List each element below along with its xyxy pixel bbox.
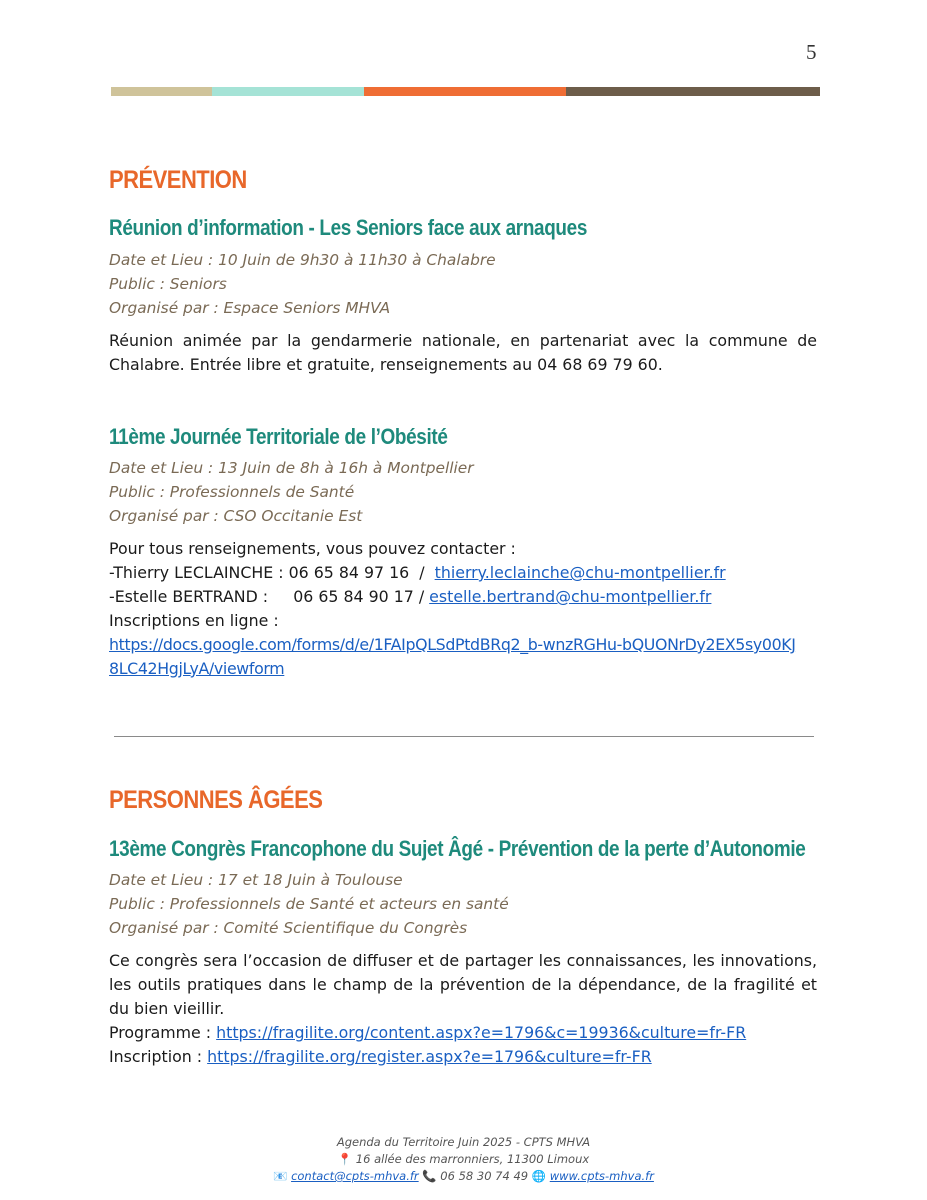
programme-line: [109, 1021, 817, 1045]
programme-link[interactable]: https://fragilite.org/content.aspx?e=1796&c=19936&culture=fr-FR: [216, 1023, 747, 1042]
color-bar-segment-beige: [111, 87, 212, 96]
inscription-label: Inscription :: [109, 1047, 208, 1066]
event-organizer: Organisé par : Espace Seniors MHVA: [109, 299, 391, 317]
footer-email-link[interactable]: contact@cpts-mhva.fr: [291, 1169, 419, 1183]
event-meta: [109, 868, 509, 940]
event-date: Date et Lieu : 13 Juin de 8h à 16h à Montpellier: [109, 459, 474, 477]
inscription-line: [109, 1045, 817, 1069]
footer-phone: 06 58 30 74 49: [436, 1169, 532, 1183]
footer-agenda-title: Agenda du Territoire Juin 2025 - CPTS MHVA: [336, 1135, 591, 1149]
color-bar-segment-mint: [212, 87, 364, 96]
contact-name-phone: -Thierry LECLAINCHE : 06 65 84 97 16 /: [109, 563, 435, 582]
footer: [0, 1134, 927, 1185]
inscription-label: Inscriptions en ligne :: [109, 611, 279, 630]
event-public: Public : Seniors: [109, 275, 227, 293]
contact-line-bertrand: [109, 585, 817, 609]
email-link-bertrand[interactable]: estelle.bertrand@chu-montpellier.fr: [429, 587, 712, 606]
inscription-url-line1[interactable]: https://docs.google.com/forms/d/e/1FAIpQLSdPtdBRq2_b-wnzRGHu-bQUONrDy2EX5sy00KJ: [109, 635, 796, 654]
footer-address: 16 allée des marronniers, 11300 Limoux: [352, 1152, 590, 1166]
event-description: Ce congrès sera l’occasion de diffuser et de partager les connaissances, les innovations, les outils pratiques dans le champ de la prévention de la dépendance, de la fragilité et du bien vieillir.: [109, 951, 817, 1018]
event-title-congres-sujet-age: 13ème Congrès Francophone du Sujet Âgé - Prévention de la perte d’Autonomie: [109, 836, 806, 861]
event-title-obesite: 11ème Journée Territoriale de l’Obésité: [109, 424, 448, 449]
event-organizer: Organisé par : Comité Scientifique du Congrès: [109, 919, 468, 937]
phone-icon: 📞: [422, 1169, 437, 1183]
footer-contact-line: [0, 1168, 927, 1185]
color-bar-segment-orange: [364, 87, 566, 96]
color-bar: [111, 87, 820, 96]
email-icon: 📧: [273, 1169, 288, 1183]
event-meta: [109, 456, 474, 528]
event-organizer: Organisé par : CSO Occitanie Est: [109, 507, 363, 525]
section-title-personnes-agees: PERSONNES ÂGÉES: [109, 786, 323, 814]
globe-icon: 🌐: [531, 1169, 547, 1183]
email-link-leclainche[interactable]: thierry.leclainche@chu-montpellier.fr: [434, 563, 726, 582]
footer-address-line: [0, 1151, 927, 1168]
contact-intro: Pour tous renseignements, vous pouvez contacter :: [109, 539, 516, 558]
event-meta: [109, 248, 496, 320]
event-date: Date et Lieu : 17 et 18 Juin à Toulouse: [109, 871, 403, 889]
contact-line-leclainche: [109, 561, 817, 585]
inscription-link[interactable]: https://fragilite.org/register.aspx?e=1796&culture=fr-FR: [207, 1047, 652, 1066]
footer-website-link[interactable]: www.cpts-mhva.fr: [549, 1169, 654, 1183]
section-title-prevention: PRÉVENTION: [109, 166, 247, 194]
event-description: Réunion animée par la gendarmerie nationale, en partenariat avec la commune de Chalabre. Entrée libre et gratuite, renseignements au 04 68 69 79 60.: [109, 331, 817, 374]
section-divider: [114, 736, 814, 737]
event-title-seniors-arnaques: Réunion d’information - Les Seniors face aux arnaques: [109, 215, 587, 240]
inscription-url-line2[interactable]: 8LC42HgjLyA/viewform: [109, 659, 285, 678]
inscription-link[interactable]: [109, 633, 817, 681]
event-public: Public : Professionnels de Santé et acteurs en santé: [109, 895, 509, 913]
event-date: Date et Lieu : 10 Juin de 9h30 à 11h30 à Chalabre: [109, 251, 496, 269]
event-links: [109, 1021, 817, 1069]
color-bar-segment-brown: [566, 87, 820, 96]
contact-name-phone: -Estelle BERTRAND : 06 65 84 90 17 /: [109, 587, 430, 606]
location-pin-icon: 📍: [337, 1152, 353, 1166]
page-number: 5: [806, 40, 817, 64]
event-contact-block: [109, 537, 817, 681]
programme-label: Programme :: [109, 1023, 217, 1042]
event-public: Public : Professionnels de Santé: [109, 483, 355, 501]
